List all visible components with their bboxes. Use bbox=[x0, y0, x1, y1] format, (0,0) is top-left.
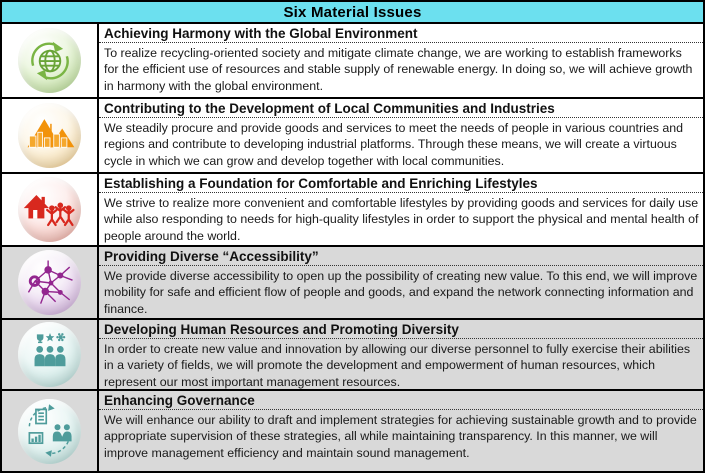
network-nodes-icon bbox=[18, 250, 81, 315]
issue-description: In order to create new value and innovation by allowing our diverse personnel to fully exercise their abilities in a variety of fields, we will promote the development and empowerment of human resources, which represent our most important management resources. bbox=[104, 342, 691, 389]
text-cell bbox=[99, 24, 703, 97]
issue-description: We provide diverse accessibility to open up the possibility of creating new value. To this end, we will improve mobility for safe and efficient flow of people and goods, and expand the network connecting information and finance. bbox=[104, 269, 698, 316]
issue-description: To realize recycling-oriented society and mitigate climate change, we are working to establish frameworks for the efficient use of resources and stable supply of renewable energy. In doing so, we will achieve growth in harmony with the global environment. bbox=[104, 46, 693, 93]
people-diversity-icon bbox=[18, 322, 81, 387]
issue-description: We will enhance our ability to draft and implement strategies for achieving sustainable growth and to provide appropriate supervision of these strategies, all while maintaining transparency. In this manner, we will improve management efficiency and maintain sound management. bbox=[104, 413, 697, 460]
icon-cell bbox=[2, 24, 99, 97]
issue-title: Developing Human Resources and Promoting Diversity bbox=[99, 320, 703, 339]
icon-cell bbox=[2, 320, 99, 389]
table-row-environment bbox=[2, 24, 703, 99]
issue-title: Establishing a Foundation for Comfortable and Enriching Lifestyles bbox=[99, 174, 703, 193]
table-row-lifestyles bbox=[2, 174, 703, 247]
issue-description: We steadily procure and provide goods and services to meet the needs of people in various countries and regions and contribute to developing industrial platforms. Through these means, we will create a virtuous cycle in which we can grow and develop together with local communities. bbox=[104, 121, 684, 168]
icon-cell bbox=[2, 391, 99, 471]
issue-title: Achieving Harmony with the Global Environment bbox=[99, 24, 703, 43]
table-header bbox=[2, 2, 703, 24]
text-cell bbox=[99, 99, 703, 172]
governance-cycle-icon bbox=[18, 399, 81, 464]
issue-description: We strive to realize more convenient and comfortable lifestyles by providing goods and services for daily use while also responding to needs for high-quality lifestyles in order to support the physical and mental health of people around the world. bbox=[104, 196, 699, 243]
table-row-human-resources bbox=[2, 320, 703, 391]
icon-cell bbox=[2, 99, 99, 172]
recycling-globe-icon bbox=[18, 28, 81, 93]
table-row-communities bbox=[2, 99, 703, 174]
table-row-accessibility bbox=[2, 247, 703, 320]
icon-cell bbox=[2, 247, 99, 318]
text-cell bbox=[99, 391, 703, 471]
text-cell bbox=[99, 247, 703, 318]
issue-title: Providing Diverse “Accessibility” bbox=[99, 247, 703, 266]
page-title: Six Material Issues bbox=[283, 3, 422, 21]
icon-cell bbox=[2, 174, 99, 245]
mountains-city-icon bbox=[18, 103, 81, 168]
text-cell bbox=[99, 320, 703, 389]
issue-title: Enhancing Governance bbox=[99, 391, 703, 410]
issue-title: Contributing to the Development of Local Communities and Industries bbox=[99, 99, 703, 118]
house-family-icon bbox=[18, 177, 81, 242]
text-cell bbox=[99, 174, 703, 245]
table-row-governance bbox=[2, 391, 703, 471]
